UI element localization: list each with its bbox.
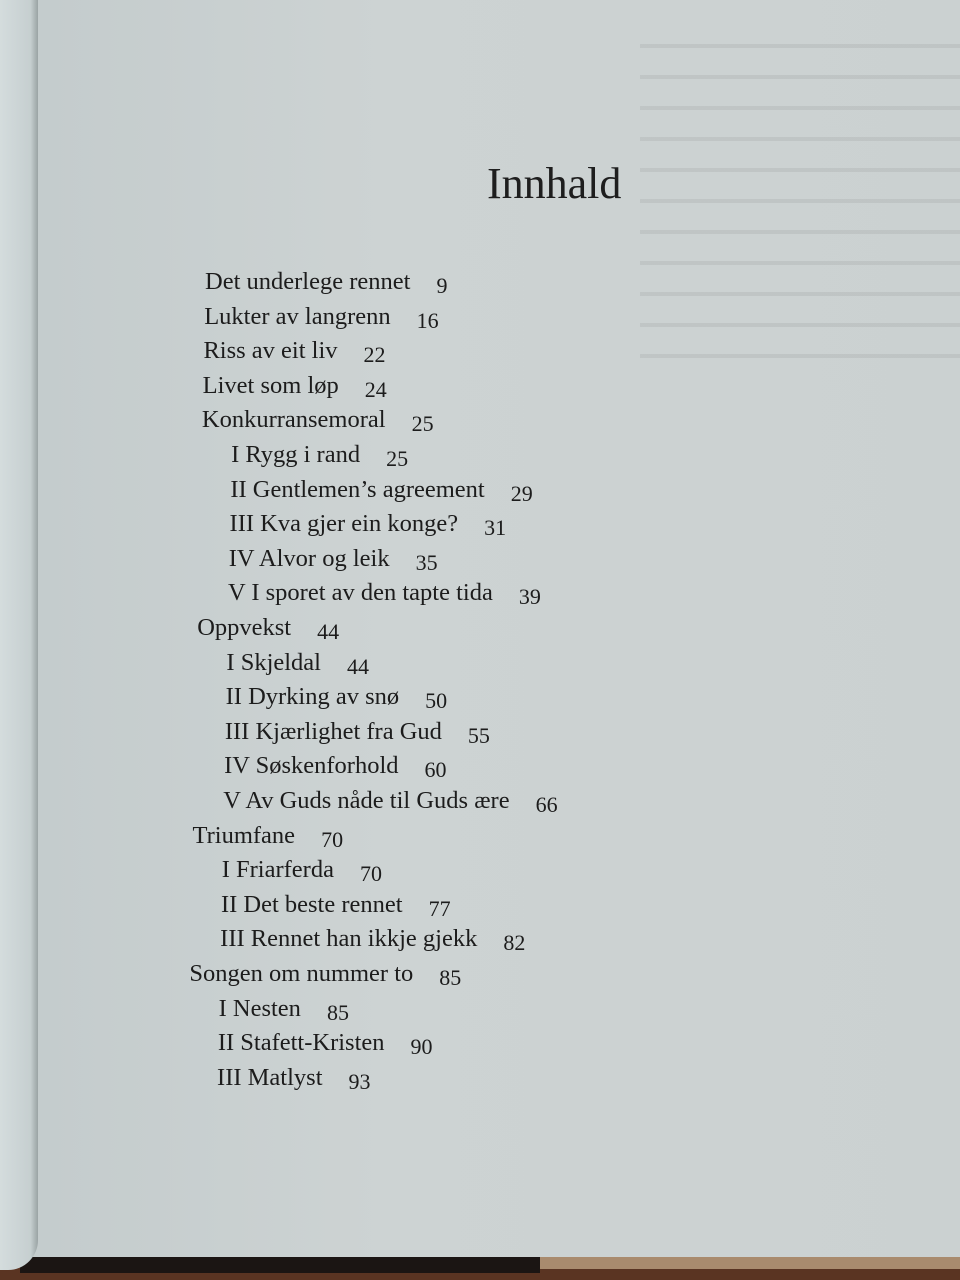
toc-entry-label: Livet som løp <box>202 371 339 399</box>
toc-entry-page-number: 70 <box>321 826 344 852</box>
toc-entry <box>221 856 382 887</box>
toc-entry-label: V I sporet av den tapte tida <box>227 579 493 607</box>
toc-entry <box>220 925 526 956</box>
toc-entry-label: II Det beste rennet <box>220 890 403 918</box>
toc-entry <box>226 649 369 677</box>
toc-entry <box>221 891 451 919</box>
toc-entry-page-number: 24 <box>364 376 387 402</box>
toc-entry-page-number: 70 <box>359 861 382 887</box>
toc-entry <box>227 579 541 610</box>
toc-entry <box>225 718 490 746</box>
toc-entry-label: I Rygg i rand <box>231 441 361 468</box>
toc-entry-page-number: 31 <box>484 515 507 541</box>
table-surface <box>540 1257 960 1269</box>
toc-entry <box>201 406 434 437</box>
toc-entry-label: I Friarferda <box>221 856 334 884</box>
toc-entry-label: III Matlyst <box>217 1063 323 1091</box>
toc-entry-page-number: 66 <box>535 792 558 817</box>
toc-entry-label: III Rennet han ikkje gjekk <box>220 925 478 953</box>
toc-entry <box>224 752 447 783</box>
toc-entry-page-number: 29 <box>510 480 533 506</box>
toc-entry-page-number: 55 <box>467 722 490 748</box>
toc-entry-label: Konkurransemoral <box>201 406 386 434</box>
toc-entry-label: II Dyrking av snø <box>225 683 400 711</box>
toc-entry <box>217 1029 433 1060</box>
toc-entry-page-number: 44 <box>347 653 369 679</box>
toc-entry-page-number: 82 <box>503 930 526 956</box>
toc-entry-label: Riss av eit liv <box>203 337 338 365</box>
toc-entry-label: III Kva gjer ein konge? <box>229 510 459 538</box>
toc-entry-page-number: 44 <box>317 619 340 644</box>
toc-entry <box>197 614 339 642</box>
toc-entry-label: Lukter av langrenn <box>204 302 391 330</box>
toc-entry <box>230 476 532 504</box>
toc-entry-page-number: 77 <box>428 895 451 921</box>
toc-entry-label: IV Søskenforhold <box>224 752 399 780</box>
toc-entry-page-number: 9 <box>436 273 448 298</box>
toc-entry-label: V Av Guds nåde til Guds ære <box>223 787 510 814</box>
toc-entry-page-number: 25 <box>411 411 434 437</box>
toc-entry-label: Songen om nummer to <box>189 960 414 987</box>
toc-entry <box>225 683 448 714</box>
toc-entry-label: II Stafett-Kristen <box>217 1029 385 1057</box>
toc-entry-label: III Kjærlighet fra Gud <box>224 717 442 745</box>
toc-entry-page-number: 85 <box>439 965 462 990</box>
toc-entry <box>217 1064 370 1092</box>
toc-entry-page-number: 22 <box>363 342 386 368</box>
book-cover-edge <box>20 1257 540 1273</box>
toc-entry-label: I Skjeldal <box>226 648 321 676</box>
toc-entry-page-number: 16 <box>416 307 439 333</box>
toc-entry-page-number: 93 <box>348 1068 371 1094</box>
toc-entry-page-number: 85 <box>326 999 349 1025</box>
toc-entry-label: Triumfane <box>192 821 296 849</box>
toc-entry <box>203 337 386 368</box>
toc-entry-page-number: 39 <box>518 584 541 610</box>
toc-entry-page-number: 50 <box>425 688 448 714</box>
toc-entry <box>203 372 387 400</box>
toc-entry <box>205 268 447 296</box>
toc-entry <box>219 995 349 1023</box>
page-curl <box>0 0 38 1270</box>
toc-entry-label: IV Alvor og leik <box>228 544 390 572</box>
toc-entry <box>229 510 507 541</box>
toc-entry-label: Det underlege rennet <box>205 268 411 295</box>
show-through-text <box>640 30 960 370</box>
toc-entry <box>229 545 438 573</box>
toc-entry <box>204 303 438 331</box>
toc-entry <box>231 441 408 469</box>
toc-entry-label: II Gentlemen’s agreement <box>230 475 485 503</box>
page-title: Innhald <box>487 159 622 208</box>
toc-entry-page-number: 60 <box>424 757 447 783</box>
toc-entry <box>193 822 344 850</box>
toc-entry <box>223 787 557 815</box>
toc-entry-label: Oppvekst <box>197 614 292 641</box>
toc-entry-page-number: 25 <box>386 446 409 471</box>
toc-entry-label: I Nesten <box>218 994 301 1022</box>
toc-entry-page-number: 90 <box>410 1034 433 1060</box>
toc-entry <box>189 960 461 988</box>
toc-entry-page-number: 35 <box>415 549 438 575</box>
